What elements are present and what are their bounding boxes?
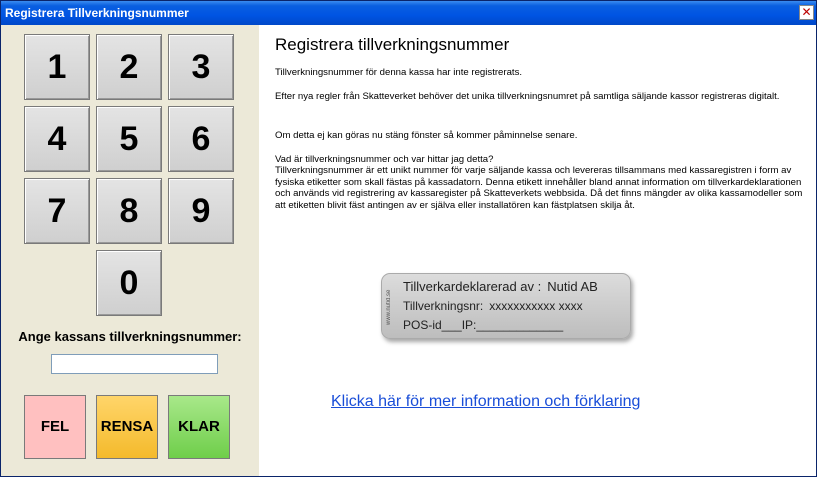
- serial-prompt-label: Ange kassans tillverkningsnummer:: [18, 329, 242, 344]
- key-0[interactable]: 0: [96, 250, 162, 316]
- info-paragraph-4: [275, 154, 810, 211]
- page-title: Registrera tillverkningsnummer: [275, 35, 510, 54]
- label-manufacturer-line: [403, 279, 598, 294]
- key-7[interactable]: 7: [24, 178, 90, 244]
- info-paragraph-2: Efter nya regler från Skatteverket behöver det unika tillverkningsnumret på samtliga säljande kassor registreras digitalt.: [275, 91, 780, 102]
- window-title: Registrera Tillverkningsnummer: [5, 6, 189, 20]
- label-manufacturer-value: Nutid AB: [547, 279, 598, 294]
- key-1[interactable]: 1: [24, 34, 90, 100]
- key-2[interactable]: 2: [96, 34, 162, 100]
- key-9[interactable]: 9: [168, 178, 234, 244]
- label-manufacturer-key: Tillverkardeklarerad av :: [403, 279, 542, 294]
- key-4[interactable]: 4: [24, 106, 90, 172]
- label-side-text: www.nutid.se: [386, 289, 392, 325]
- info-paragraph-3: Om detta ej kan göras nu stäng fönster så kommer påminnelse senare.: [275, 130, 578, 141]
- keypad-panel: [1, 25, 259, 476]
- faq-question: Vad är tillverkningsnummer och var hittar jag detta?: [275, 154, 494, 165]
- label-serial-value: xxxxxxxxxxx xxxx: [489, 299, 583, 313]
- key-8[interactable]: 8: [96, 178, 162, 244]
- label-serial-line: [403, 299, 583, 313]
- title-bar: [1, 1, 816, 25]
- label-posid-line: POS-id___IP:_____________: [403, 318, 564, 332]
- info-paragraph-1: Tillverkningsnummer för denna kassa har inte registrerats.: [275, 67, 523, 78]
- faq-answer: Tillverkningsnummer är ett unikt nummer för varje säljande kassa och levereras tillsammans med kassaregistren i form av fysiska etiketter som skall fästas på kassadatorn. Denna etikett innehåller bland annat information om tillverkardeklarationen och används vid registrering av kassaregister på Skatteverkets webbsida. Då det finns mängder av olika kassamodeller som att etiketten blivit fäst antingen av er själva eller installatören kan fästplatsen skilja åt.: [275, 165, 803, 211]
- example-label-image: [381, 273, 631, 339]
- key-3[interactable]: 3: [168, 34, 234, 100]
- more-info-link[interactable]: Klicka här för mer information och förklaring: [331, 393, 641, 410]
- key-6[interactable]: 6: [168, 106, 234, 172]
- klar-button[interactable]: KLAR: [168, 395, 230, 459]
- serial-number-input[interactable]: [51, 354, 218, 374]
- info-panel: [259, 25, 816, 476]
- rensa-button[interactable]: RENSA: [96, 395, 158, 459]
- key-5[interactable]: 5: [96, 106, 162, 172]
- fel-button[interactable]: FEL: [24, 395, 86, 459]
- label-serial-key: Tillverkningsnr:: [403, 299, 484, 313]
- close-icon[interactable]: ✕: [799, 5, 814, 20]
